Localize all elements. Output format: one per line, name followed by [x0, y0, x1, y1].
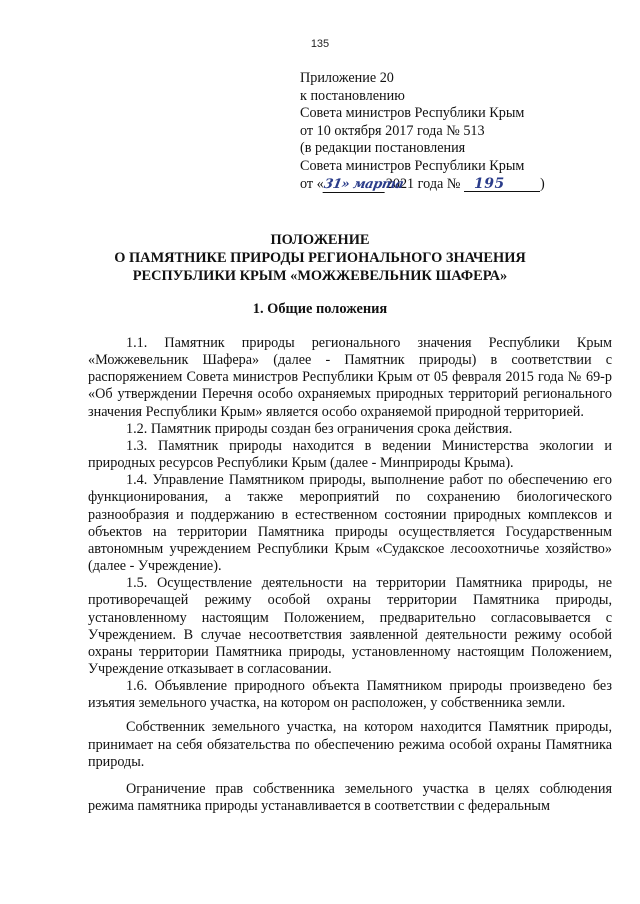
paragraph-1-6: 1.6. Объявление природного объекта Памятником природы произведено без изъятия земельного участка, на котором он расположен, у собственника земли.: [88, 678, 612, 712]
appendix-line-date: [300, 176, 600, 194]
page-number: 135: [310, 38, 330, 50]
title-line: РЕСПУБЛИКИ КРЫМ «МОЖЖЕВЕЛЬНИК ШАФЕРА»: [132, 268, 508, 284]
appendix-line: Совета министров Республики Крым: [300, 157, 525, 174]
paragraph-1-3: 1.3. Памятник природы находится в ведении Министерства экологии и природных ресурсов Республики Крым (далее - Минприроды Крыма).: [88, 437, 612, 472]
section-title: 1. Общие положения: [252, 301, 388, 317]
paragraph-1-2: 1.2. Памятник природы создан без ограничения срока действия.: [126, 420, 513, 437]
paragraph-1-4: 1.4. Управление Памятником природы, выполнение работ по обеспечению его функционирования, а также мероприятий по сохранению биологического разнообразия и поддержанию в естественном состоянии природных комплексов и объектов на территории Памятника природы осуществляется Государственным автономным учреждением Республики Крым «Судакское лесоохотничье хозяйство» (далее - Учреждение).: [88, 472, 612, 575]
appendix-line: Приложение 20: [300, 70, 394, 86]
date-prefix: от «: [300, 175, 324, 192]
handwritten-date: 31» марта: [322, 176, 405, 192]
appendix-line: к постановлению: [300, 87, 405, 104]
appendix-line: от 10 октября 2017 года № 513: [300, 122, 485, 139]
appendix-header: [300, 70, 600, 193]
document-body: [88, 335, 612, 815]
appendix-line: (в редакции постановления: [300, 140, 466, 157]
handwritten-number: 195: [464, 176, 540, 194]
paragraph-owner: Собственник земельного участка, на котором находится Памятник природы, принимает на себя обязательства по обеспечению режима особой охраны Памятника природы.: [88, 719, 612, 770]
date-mid: 2021 года №: [385, 175, 461, 192]
appendix-line: Совета министров Республики Крым: [300, 105, 525, 122]
paragraph-1-5: 1.5. Осуществление деятельности на территории Памятника природы, не противоречащей режиму особой охраны территории Памятника природы, установленному настоящим Положением, предварительно согласовывается с Учреждением. В случае несоответствия заявленной деятельности режиму особой охраны территории Памятника природы, установленному настоящим Положением, Учреждение отказывает в согласовании.: [88, 575, 612, 677]
paragraph-1-1: 1.1. Памятник природы регионального значения Республики Крым «Можжевельник Шафера» (далее - Памятник природы) в соответствии с распоряжением Совета министров Республики Крым от 05 февраля 2015 года № 69-р «Об утверждении Перечня особо охраняемых природных территорий регионального значения Республики Крым» является особо охраняемой природной территорией.: [88, 335, 612, 420]
paragraph-restriction: Ограничение прав собственника земельного участка в целях соблюдения режима памятника природы устанавливается в соответствии с федеральным: [88, 780, 612, 815]
title-line: О ПАМЯТНИКЕ ПРИРОДЫ РЕГИОНАЛЬНОГО ЗНАЧЕНИЯ: [114, 250, 526, 266]
title-line: ПОЛОЖЕНИЕ: [270, 232, 370, 248]
document-title: [40, 231, 600, 285]
date-suffix: ): [539, 175, 545, 192]
